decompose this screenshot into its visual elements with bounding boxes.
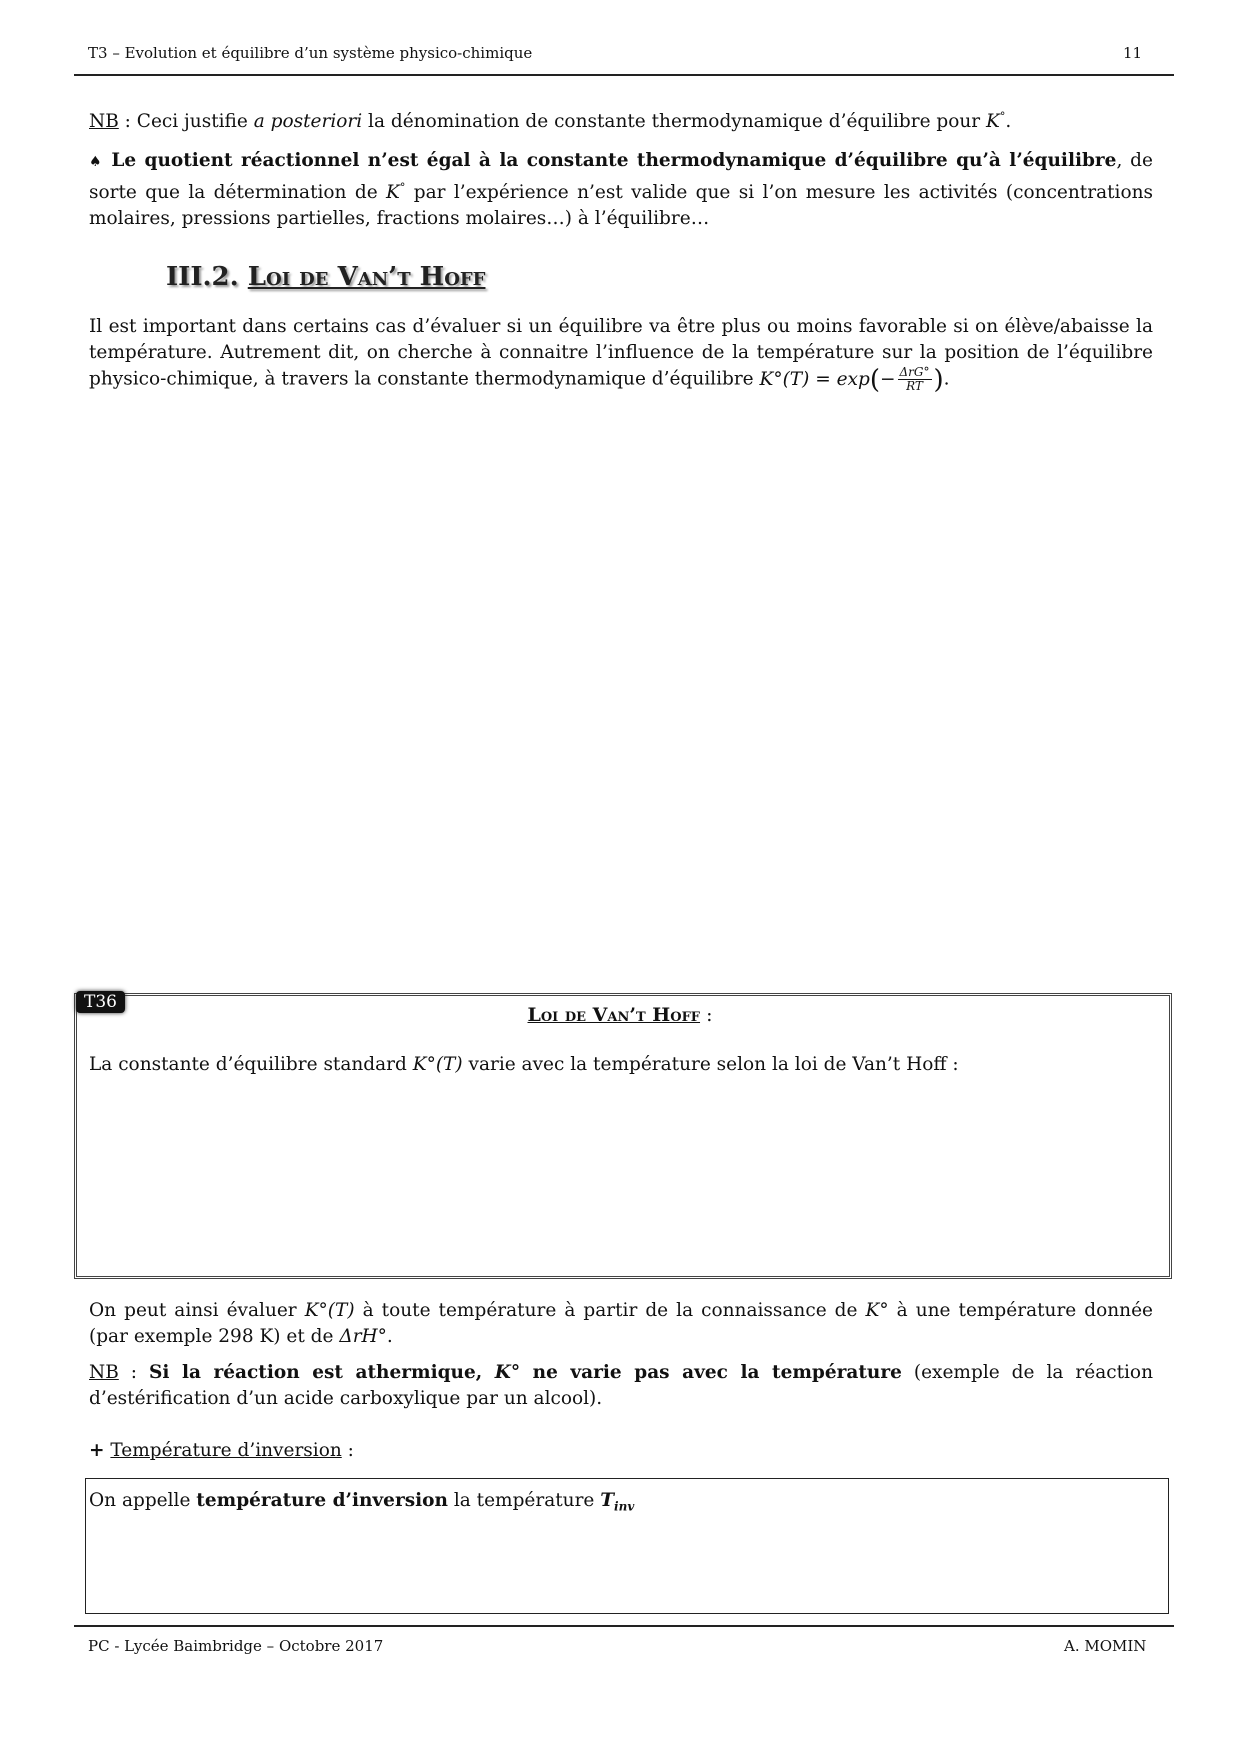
inversion-label: Température d’inversion <box>110 1440 342 1461</box>
header-title: T3 – Evolution et équilibre d’un système physico-chimique <box>88 44 533 62</box>
definition-text-1: On appelle <box>89 1490 197 1511</box>
nb-label: NB <box>89 111 119 133</box>
definition-text <box>89 1488 1153 1520</box>
k-symbol: K° <box>386 181 406 204</box>
spade-icon: ♠ <box>89 154 104 170</box>
theorem-title-text: Loi de Van’t Hoff <box>527 1004 701 1026</box>
nb2-text-1: : <box>118 1362 150 1383</box>
theorem-title <box>0 1004 1240 1026</box>
definition-bold: température d’inversion <box>196 1490 448 1511</box>
plus-icon: + <box>89 1440 105 1461</box>
k-symbol: K° <box>986 110 1006 133</box>
formula-numerator: ΔrG° <box>899 365 930 379</box>
footer-left: PC - Lycée Baimbridge – Octobre 2017 <box>88 1637 384 1655</box>
theorem-title-suffix: : <box>700 1004 713 1026</box>
footer-rule <box>74 1625 1174 1627</box>
nb-paragraph-2 <box>89 1360 1153 1412</box>
theorem-box <box>74 993 1172 1279</box>
section-title <box>166 262 485 292</box>
formula-denominator: RT <box>906 379 923 393</box>
nb2-bold-2: ne varie pas avec la température <box>520 1362 902 1383</box>
theorem-statement <box>89 1052 1153 1078</box>
intro-end: . <box>943 368 950 390</box>
section-number: III.2. <box>166 262 239 292</box>
theorem-text-2: varie avec la température selon la loi de Van’t Hoff : <box>462 1054 959 1075</box>
nb2-text-2: (exemple de la réaction d’estérification d’un acide carboxylique par un alcool). <box>89 1362 1153 1409</box>
nb1-text-2: la dénomination de constante thermodynamique d’équilibre pour <box>362 111 987 133</box>
nb-paragraph-1 <box>89 104 1153 135</box>
k-symbol: K° <box>494 1362 521 1383</box>
intro-text: Il est important dans certains cas d’évaluer si un équilibre va être plus ou moins favorable si on élève/abaisse la température. Autrement dit, on cherche à connaitre l’influence de la température sur la position de l’équilibre physico-chimique, à travers la constante thermodynamique d’équilibre <box>89 316 1153 390</box>
nb1-text-1: : Ceci justifie <box>118 111 254 133</box>
after-paragraph <box>89 1298 1153 1350</box>
warning-paragraph <box>89 148 1153 232</box>
theorem-text-1: La constante d’équilibre standard <box>89 1054 413 1075</box>
theorem-tag: T36 <box>76 991 125 1013</box>
nb-label: NB <box>89 1362 119 1383</box>
warning-text-2: par l’expérience n’est valide que si l’on mesure les activités (concentrations molaires, pressions partielles, fractions molaires…) à l’équilibre… <box>89 182 1153 230</box>
footer-right: A. MOMIN <box>1064 1637 1147 1655</box>
k-symbol: K° <box>865 1300 889 1321</box>
header-rule <box>74 74 1174 76</box>
nb1-italic: a posteriori <box>253 111 363 133</box>
delta-h-symbol: ΔrH° <box>339 1326 387 1347</box>
warning-bold: Le quotient réactionnel n’est égal à la constante thermodynamique d’équilibre qu’à l’équilibre <box>111 150 1117 171</box>
inversion-suffix: : <box>341 1440 354 1461</box>
page-number: 11 <box>1123 44 1143 62</box>
t-inv-symbol: $T_{inv}$ <box>600 1490 635 1514</box>
after-text-1: On peut ainsi évaluer <box>89 1300 305 1321</box>
warning-text-1: , de sorte que la détermination de <box>89 150 1153 204</box>
after-end: . <box>386 1326 393 1347</box>
definition-text-2: la température <box>447 1490 601 1511</box>
inversion-heading <box>89 1438 1153 1464</box>
nb1-end: . <box>1005 111 1012 133</box>
nb2-bold-1: Si la réaction est athermique, <box>149 1362 495 1383</box>
after-text-2: à toute température à partir de la connaissance de <box>354 1300 866 1321</box>
intro-paragraph <box>89 314 1153 393</box>
after-text-3: à une température donnée (par exemple 298 K) et de <box>89 1300 1153 1347</box>
formula: K°(T) = exp(− $\frac{\text{ΔrG°}}{RT}$ ) <box>759 364 944 395</box>
section-name: Loi de Van’t Hoff <box>247 262 486 292</box>
k-t-symbol: K°(T) <box>412 1054 463 1075</box>
k-t-symbol: K°(T) <box>304 1300 355 1321</box>
